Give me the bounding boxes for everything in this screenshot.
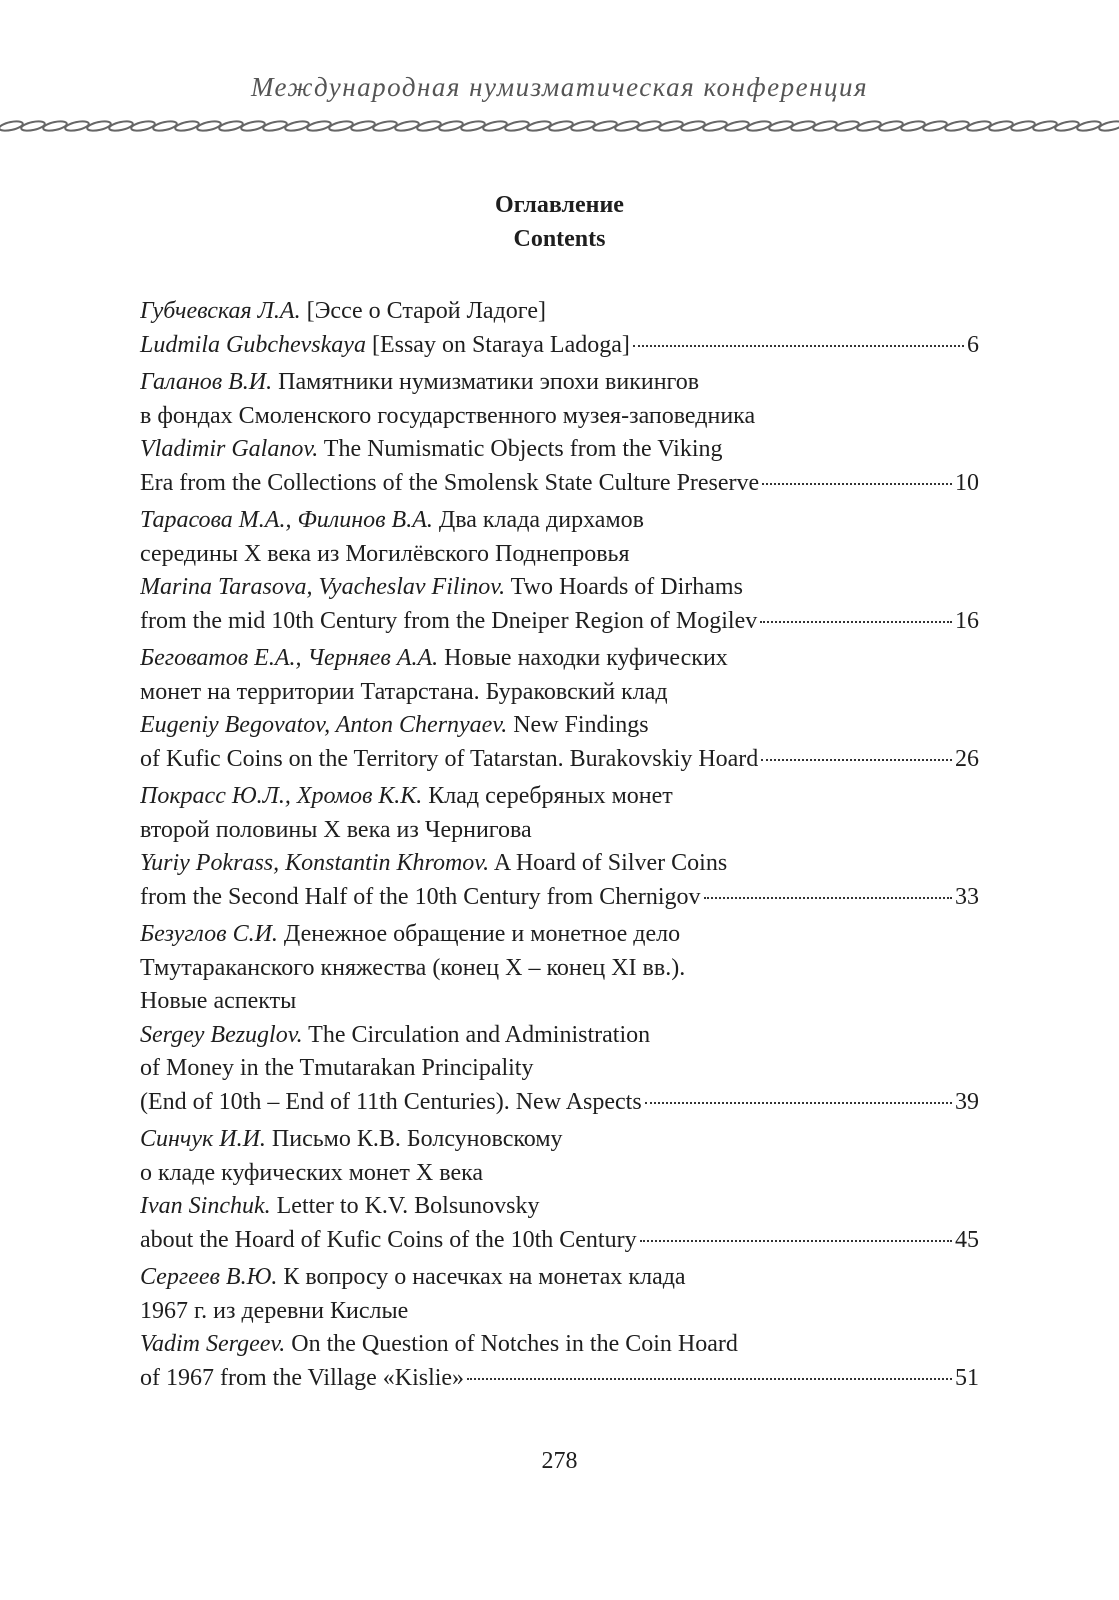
article-title-text: Клад серебряных монет [422, 783, 673, 809]
toc-line-text [140, 1126, 563, 1152]
dot-leader [762, 483, 952, 485]
toc-entry-line [140, 676, 979, 710]
author-name: Сергеев В.Ю. [140, 1264, 278, 1290]
toc-line-text [140, 605, 757, 639]
toc-entry-line [140, 1295, 979, 1329]
title-ru: Оглавление [495, 192, 624, 218]
dot-leader [633, 345, 964, 347]
author-name: Vladimir Galanov. [140, 436, 319, 462]
toc-entry-line [140, 1157, 979, 1191]
article-title-text: The Numismatic Objects from the Viking [318, 436, 723, 462]
author-name: Eugeniy Begovatov, Anton Chernyaev. [140, 712, 508, 738]
toc-line-text [140, 1362, 464, 1396]
article-title-text: On the Question of Notches in the Coin Hoard [285, 1331, 738, 1357]
toc-entry-line [140, 504, 979, 538]
toc-line-text [140, 712, 649, 738]
article-title-text: Письмо К.В. Болсуновскому [265, 1126, 563, 1152]
article-title-text: (End of 10th – End of 11th Centuries). New Aspects [140, 1088, 642, 1115]
author-name: Yuriy Pokrass, Konstantin Khromov. [140, 850, 490, 876]
toc-entry-line [140, 433, 979, 467]
toc-line-text [140, 574, 743, 600]
dot-leader [645, 1102, 952, 1104]
contents-title [0, 188, 1119, 256]
toc-line-text [140, 679, 668, 705]
toc-entry [140, 295, 979, 362]
toc-entry-line [140, 814, 979, 848]
article-title-text: середины X века из Могилёвского Поднепровья [140, 540, 630, 567]
toc-entry-last-line [140, 1224, 979, 1258]
article-title-text: монет на территории Татарстана. Бураковский клад [140, 678, 668, 705]
toc-page-number: 6 [967, 331, 979, 358]
toc-line-text [140, 329, 630, 363]
toc-entry-line [140, 709, 979, 743]
article-title-text: about the Hoard of Kufic Coins of the 10th Century [140, 1226, 637, 1253]
toc-line-text [140, 541, 630, 567]
article-title-text: о кладе куфических монет X века [140, 1159, 484, 1186]
page-number: 278 [541, 1448, 578, 1474]
toc-entry-line [140, 952, 979, 986]
toc-entry-line [140, 642, 979, 676]
toc-line-text [140, 403, 755, 429]
toc-page-number: 16 [955, 607, 979, 634]
dot-leader [761, 759, 952, 761]
toc-line-text [140, 1193, 540, 1219]
toc-line-text [140, 1224, 637, 1258]
toc-entry-line [140, 1019, 979, 1053]
toc-entry-line [140, 847, 979, 881]
toc-page-number: 10 [955, 469, 979, 496]
running-header: Международная нумизматическая конференция [250, 72, 869, 102]
toc-line-text [140, 1331, 738, 1357]
toc-line-text [140, 881, 701, 915]
toc-entry-line [140, 1261, 979, 1295]
toc-entry-last-line [140, 467, 979, 501]
article-title-text: Памятники нумизматики эпохи викингов [272, 369, 700, 395]
toc-line-text [140, 1086, 642, 1120]
toc-line-text [140, 298, 546, 324]
toc-entry-last-line [140, 1086, 979, 1120]
toc-entry-line [140, 1052, 979, 1086]
toc-page-number: 45 [955, 1226, 979, 1253]
author-name: Синчук И.И. [140, 1126, 266, 1152]
toc-line-text [140, 1160, 483, 1186]
author-name: Marina Tarasova, Vyacheslav Filinov. [140, 574, 506, 600]
toc-entry-line [140, 295, 979, 329]
article-title-text: of Money in the Tmutarakan Principality [140, 1055, 534, 1081]
dot-leader [640, 1240, 952, 1242]
toc-page-number: 51 [955, 1364, 979, 1391]
toc-line-text [140, 645, 728, 671]
toc-entry-line [140, 571, 979, 605]
article-title-text: A Hoard of Silver Coins [489, 850, 728, 876]
dot-leader [704, 897, 952, 899]
article-title-text: в фондах Смоленского государственного музея-заповедника [140, 402, 756, 429]
author-name: Vadim Sergeev. [140, 1331, 286, 1357]
toc-entry-line [140, 780, 979, 814]
toc-line-text [140, 988, 296, 1014]
author-name: Ludmila Gubchevskaya [140, 331, 366, 358]
title-en: Contents [513, 226, 606, 252]
toc-line-text [140, 369, 699, 395]
toc-entry [140, 504, 979, 638]
braided-rule-ornament [0, 118, 1119, 134]
toc-entry-line [140, 918, 979, 952]
article-title-text: [Essay on Staraya Ladoga] [365, 331, 630, 358]
article-title-text: Денежное обращение и монетное дело [277, 921, 681, 947]
toc-entry-line [140, 1190, 979, 1224]
dot-leader [760, 621, 952, 623]
toc-line-text [140, 817, 532, 843]
toc-line-text [140, 507, 644, 533]
toc-entry-line [140, 400, 979, 434]
toc-line-text [140, 850, 727, 876]
toc-entry [140, 1123, 979, 1257]
article-title-text: New Findings [507, 712, 649, 738]
toc-entry-last-line [140, 1362, 979, 1396]
article-title-text: from the Second Half of the 10th Century from Chernigov [140, 883, 701, 910]
toc-page-number: 39 [955, 1088, 979, 1115]
article-title-text: [Эссе о Старой Ладоге] [300, 298, 546, 324]
toc-line-text [140, 467, 759, 501]
article-title-text: второй половины X века из Чернигова [140, 816, 532, 843]
toc-page-number: 33 [955, 883, 979, 910]
article-title-text: К вопросу о насечках на монетах клада [277, 1264, 686, 1290]
author-name: Sergey Bezuglov. [140, 1021, 303, 1048]
author-name: Покрасс Ю.Л., Хромов К.К. [140, 783, 423, 809]
toc-entry-last-line [140, 605, 979, 639]
author-name: Тарасова М.А., Филинов В.А. [140, 507, 433, 533]
article-title-text: Two Hoards of Dirhams [505, 574, 743, 600]
toc-entry-line [140, 985, 979, 1019]
toc-entry-line [140, 366, 979, 400]
toc-entry-line [140, 1328, 979, 1362]
article-title-text: of 1967 from the Village «Kislie» [140, 1364, 465, 1391]
toc-entry-line [140, 1123, 979, 1157]
article-title-text: The Circulation and Administration [302, 1021, 651, 1048]
toc-page-number: 26 [955, 745, 979, 772]
article-title-text: from the mid 10th Century from the Dneiper Region of Mogilev [140, 607, 758, 634]
author-name: Галанов В.И. [140, 369, 273, 395]
article-title-text: Era from the Collections of the Smolensk State Culture Preserve [140, 469, 760, 496]
toc-entry [140, 366, 979, 500]
toc-entry-line [140, 538, 979, 572]
author-name: Губчевская Л.А. [140, 298, 301, 324]
toc-line-text [140, 436, 723, 462]
article-title-text: 1967 г. из деревни Кислые [140, 1297, 409, 1324]
toc-line-text [140, 743, 758, 777]
table-of-contents [140, 295, 979, 1399]
article-title-text: Letter to K.V. Bolsunovsky [270, 1193, 540, 1219]
toc-line-text [140, 783, 673, 809]
toc-line-text [140, 1055, 533, 1081]
toc-line-text [140, 1022, 650, 1048]
toc-entry-last-line [140, 881, 979, 915]
toc-entry [140, 1261, 979, 1395]
toc-entry [140, 780, 979, 914]
toc-line-text [140, 1298, 408, 1324]
toc-entry-last-line [140, 329, 979, 363]
toc-line-text [140, 921, 680, 947]
toc-entry [140, 642, 979, 776]
author-name: Безуглов С.И. [140, 921, 278, 947]
article-title-text: Два клада дирхамов [432, 507, 644, 533]
article-title-text: Тмутараканского княжества (конец X – конец XI вв.). [140, 954, 686, 981]
toc-entry [140, 918, 979, 1119]
dot-leader [467, 1378, 952, 1380]
author-name: Ivan Sinchuk. [140, 1193, 271, 1219]
article-title-text: Новые аспекты [140, 988, 297, 1014]
toc-line-text [140, 955, 685, 981]
article-title-text: of Kufic Coins on the Territory of Tatarstan. Burakovskiy Hoard [140, 745, 759, 772]
author-name: Беговатов Е.А., Черняев А.А. [140, 645, 439, 671]
article-title-text: Новые находки куфических [438, 645, 728, 671]
toc-entry-last-line [140, 743, 979, 777]
toc-line-text [140, 1264, 686, 1290]
